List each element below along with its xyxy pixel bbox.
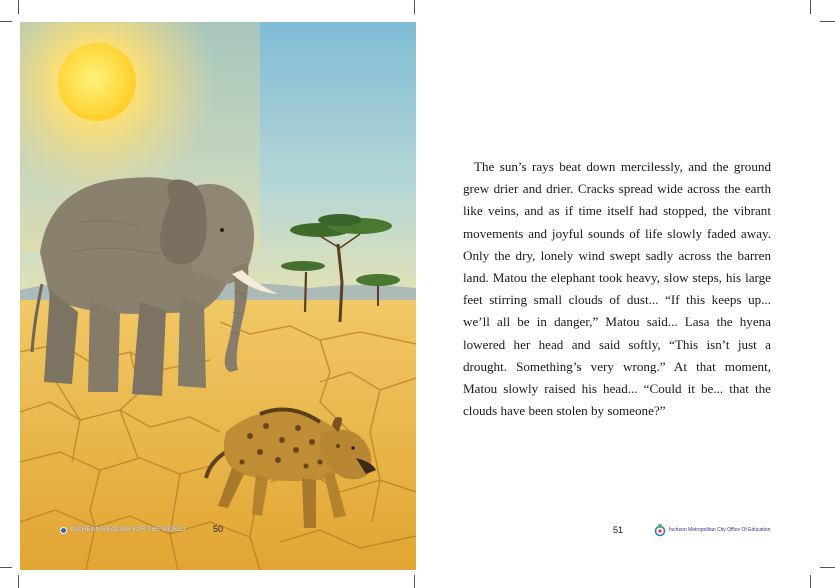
page-number-right: 51 bbox=[612, 525, 623, 535]
publisher-footer bbox=[654, 523, 770, 537]
crop-mark bbox=[414, 0, 415, 14]
crop-mark bbox=[810, 0, 811, 14]
crop-mark bbox=[810, 575, 811, 588]
crop-mark bbox=[18, 0, 19, 14]
sun-icon bbox=[58, 43, 136, 121]
illustration bbox=[20, 22, 416, 570]
footer-series bbox=[60, 523, 185, 537]
story-paragraph: The sun’s rays beat down mercilessly, and the ground grew drier and drier. Cracks spread wide across the earth like veins, and as if time itself had stopped, the vibrant movements and joyful sounds of life slowly faded away. Only the dry, lonely wind swept sadly across the barren land. Matou the elephant took heavy, slow steps, his large feet stirring small clouds of dust... “If this keeps up... we’ll all be in danger,” Matou said... Lasa the hyena lowered her head and said softly, “This isn’t just a drought. Something’s very wrong.” At that moment, Matou slowly raised his head... “Could it be... that the clouds have been stolen by someone?” bbox=[463, 159, 771, 419]
globe-icon bbox=[60, 527, 67, 534]
education-office-logo-icon bbox=[654, 523, 666, 537]
crop-mark bbox=[414, 575, 415, 588]
crop-mark bbox=[820, 21, 835, 22]
page-number-left: 50 bbox=[212, 524, 223, 534]
crop-mark bbox=[820, 567, 835, 568]
crop-mark bbox=[18, 575, 19, 588]
crop-mark bbox=[0, 567, 12, 568]
series-label: INCHEON READING FOR THE WORLD bbox=[71, 527, 186, 533]
publisher-name: Incheon Metropolitan City Office Of Education bbox=[669, 527, 771, 533]
savanna-illustration bbox=[20, 22, 416, 570]
crop-mark bbox=[0, 21, 12, 22]
